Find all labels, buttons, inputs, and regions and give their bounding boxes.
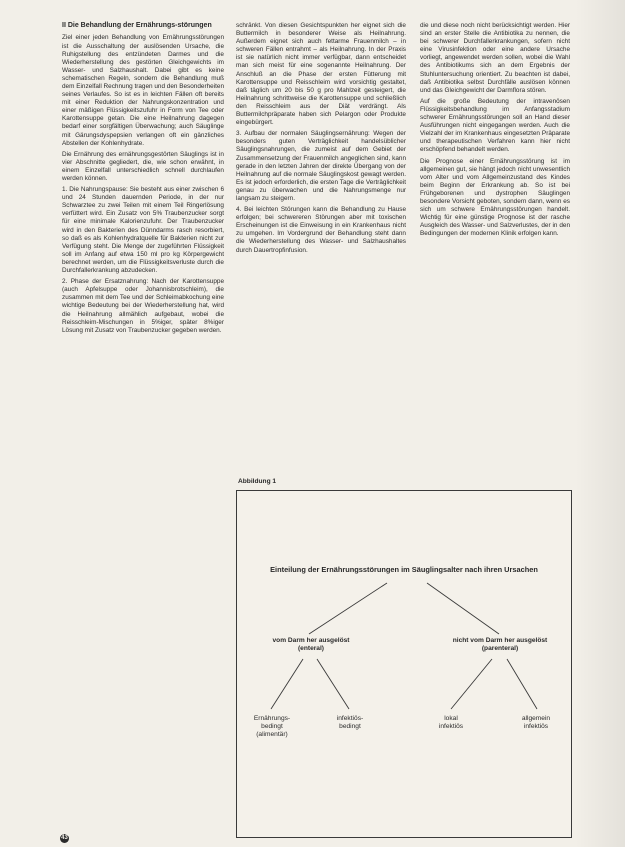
paragraph: 4. Bei leichten Störungen kann die Behandlung zu Hause erfolgen; bei schwereren Störungen aber mit toxischen Erscheinungen ist die Einweisung in ein Krankenhaus nicht zu umgehen. Im Vordergrund der Behandlung steht dann die Wiederherstellung des Wasser- und Salzhaushaltes durch Dauertropfinfusion.	[236, 206, 406, 254]
paragraph: Die Prognose einer Ernährungsstörung ist im allgemeinen gut, sie hängt jedoch nicht unwesentlich vom Alter und vom Allgemeinzustand des Kindes beim Beginn der Erkrankung ab. So ist bei Frühgeborenen und dystrophen Säuglingen besondere Vorsicht geboten, sondern dann, wenn es sich um schwere Ernährungsstörungen handelt. Wichtig für eine günstige Prognose ist der rasche Ausgleich des Wasser- und Salzverlustes, der in den Bedingungen der modernen Klinik erfolgen kann.	[420, 157, 570, 238]
paragraph: 3. Aufbau der normalen Säuglingsernährung: Wegen der besonders guten Verträglichkeit handelsüblicher Säuglingsnahrungen, die zumeist auf dem Gebiet der Zusammensetzung der Frauenmilch angeglichen sind, kann gerade in den letzten Jahren der direkte Übergang von der Heilnahrung auf die normale Säuglingskost gewagt werden. Es ist jedoch erforderlich, die ersten Tage die Verträglichkeit genau zu überwachen und die Nahrungsmenge nur langsam zu steigern.	[236, 130, 406, 202]
leaf-alimentary: Ernährungs- bedingt (alimentär)	[253, 715, 291, 738]
paragraph: 1. Die Nahrungspause: Sie besteht aus einer zwischen 6 und 24 Stunden dauernden Periode, in der nur Schwarztee zu zwei Teilen mit einem Teil Ringerlösung verfüttert wird. Ein Zusatz von 5% Traubenzucker sorgt für eine minimale Kalorienzufuhr. Der Traubenzucker wird in den Bakterien des Dünndarms rasch resorbiert, so daß es als Kohlenhydratquelle für Bakterien nicht zur Verfügung steht. Die Menge der zugeführten Flüssigkeit soll im Anfang auf etwa 150 ml pro kg Körpergewicht berechnet werden, um die Flüssigkeitsverluste durch die Durchfallerkrankung abzudecken.	[62, 186, 224, 275]
paragraph: Auf die große Bedeutung der intravenösen Flüssigkeitsbehandlung im Anfangsstadium schwerer Ernährungsstörungen soll an Hand dieser Ausführungen nicht eingegangen werden. Auch die Vielzahl der im Krankenhaus eingesetzten Präparate und therapeutischen Verfahren kann hier nicht erschöpfend behandelt werden.	[420, 97, 570, 154]
node-parenteral: nicht vom Darm her ausgelöst (parenteral)	[452, 637, 548, 652]
paragraph: Die Ernährung des ernährungsgestörten Säuglings ist in vier Abschnitte gegliedert, die, wie schon erwähnt, in einem Einzelfall unterschiedlich schnell durchlaufen werden können.	[62, 150, 224, 182]
text-column-left	[62, 22, 224, 834]
connector-left-leaf1	[271, 659, 303, 709]
page-number: 43	[61, 835, 68, 841]
connector-right-leaf4	[507, 659, 537, 709]
classification-diagram	[236, 490, 572, 838]
connector-left-leaf2	[317, 659, 349, 709]
text-column-right	[420, 22, 570, 474]
paragraph: schränkt. Von diesen Gesichtspunkten her eignet sich die Buttermilch in besonderer Weise als Heilnahrung. Außerdem eignet sich auch fettarme Frauenmilch – in schweren Fällen entrahmt – als Heilnahrung. In der Praxis ist sie natürlich nicht immer verfügbar, dann entscheidet man sich meist für eine sogenannte Heilnahrung. Der Anschluß an die Phase der ersten Fütterung mit Karottensuppe und Reisschleim wird vorsichtig gestaltet, daß täglich um 20 bis 50 g pro Mahlzeit gesteigert, die Heilnahrung schrittweise die Karottensuppe und schließlich den Reisschleim aus der Diät verdrängt. Als Buttermilchpräparate haben sich Pelargon oder Produkte eingebürgert.	[236, 22, 406, 127]
paragraph: 2. Phase der Ersatznahrung: Nach der Karottensuppe (auch Apfelsuppe oder Johannisbrotschleim), die zusammen mit dem Tee und der Schleimabkochung eine wichtige Bedeutung bei der Wiederherstellung hat, wird die Heilnahrung allmählich aufgebaut, wobei die Reisschleim-Mischungen in 5%iger, später 8%iger Lösung mit Zusatz von Traubenzucker gegeben werden.	[62, 278, 224, 334]
connector-root-right	[427, 583, 499, 634]
diagram-connectors	[237, 491, 571, 837]
section-heading: II Die Behandlung der Ernährungs-störungen	[62, 22, 212, 29]
leaf-infectious: infektiös- bedingt	[336, 715, 364, 730]
node-enteral: vom Darm her ausgelöst (enteral)	[272, 637, 350, 652]
paragraph: die und diese noch nicht berücksichtigt werden. Hier sind an erster Stelle die Antibiotika zu nennen, die bei schwerer Durchfallerkrankungen, sofern nicht eine Virusinfektion oder eine andere Ursache vorliegt, angewendet werden sollen, wobei die Wahl des Antibiotikums sich an dem Ergebnis der Stuhluntersuchung orientiert. Zu beachten ist dabei, daß Antibiotika selbst Durchfälle auslösen können und das Gleichgewicht der Darmflora stören.	[420, 22, 570, 94]
diagram-title: Einteilung der Ernährungsstörungen im Säuglingsalter nach ihren Ursachen	[270, 565, 538, 574]
paragraph: Ziel einer jeden Behandlung von Ernährungsstörungen ist die Ausschaltung der auslösenden Ursache, die Ruhigstellung des entzündeten Darmes und die Wiederherstellung des gestörten Gleichgewichts im Wasser- und Salzhaushalt. Dabei gibt es keine schematischen Regeln, sondern die Behandlung muß dem Einzelfall Rechnung tragen und den Besonderheiten seines Verlaufes. So ist es in leichten Fällen oft bereits mit einer Reduktion der Nahrungskonzentration und einer mäßigen Flüssigkeitszufuhr in Form von Tee oder Karottensuppe getan. Die eine Heilnahrung dagegen bedarf einer sorgfältigen Überwachung; auch Säuglinge mit Gärungsdyspepsien verlangen oft ein gänzliches Abstellen der Kohlenhydrate.	[62, 34, 225, 147]
text-column-middle	[236, 22, 406, 470]
leaf-general-infectious: allgemein infektiös	[521, 715, 551, 730]
connector-right-leaf3	[451, 659, 492, 709]
figure-caption: Abbildung 1	[238, 478, 277, 485]
connector-root-left	[309, 583, 387, 634]
page-edge-shadow	[575, 0, 625, 847]
leaf-local-infectious: lokal infektiös	[438, 715, 464, 730]
